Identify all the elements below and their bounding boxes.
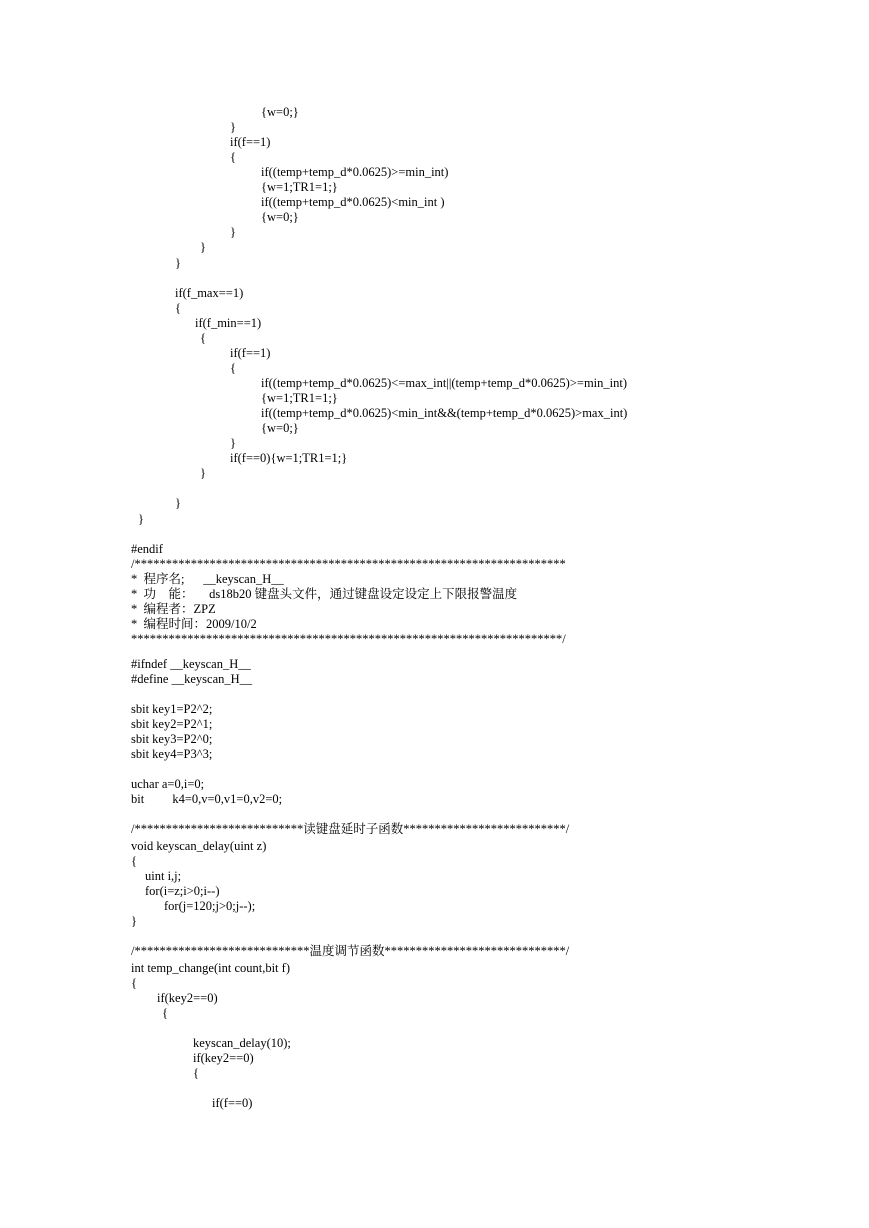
code-line: sbit key4=P3^3;: [131, 747, 213, 761]
comment-line: /*********************************************************************: [131, 557, 566, 571]
code-line: {w=1;TR1=1;}: [261, 391, 338, 405]
code-line: {w=1;TR1=1;}: [261, 180, 338, 194]
code-line: for(j=120;j>0;j--);: [164, 899, 256, 913]
comment-line: * 程序名; __keyscan_H__: [131, 572, 284, 586]
code-line: {: [131, 854, 137, 868]
code-line: for(i=z;i>0;i--): [145, 884, 220, 898]
code-line: if(key2==0): [193, 1051, 254, 1065]
code-line: if(f==0){w=1;TR1=1;}: [230, 451, 348, 465]
code-line: if(f==0): [212, 1096, 253, 1110]
code-line: #ifndef __keyscan_H__: [131, 657, 251, 671]
code-line: #define __keyscan_H__: [131, 672, 253, 686]
comment-line: * 编程者：ZPZ: [131, 602, 216, 616]
code-line: void keyscan_delay(uint z): [131, 839, 267, 853]
code-line: {: [131, 976, 137, 990]
code-line: {: [162, 1006, 168, 1020]
comment-line: * 功 能： ds18b20 键盘头文件，通过键盘设定设定上下限报警温度: [131, 587, 518, 601]
code-line: bit k4=0,v=0,v1=0,v2=0;: [131, 792, 283, 806]
code-line: uchar a=0,i=0;: [131, 777, 205, 791]
code-line: if(f_max==1): [175, 286, 244, 300]
code-line: int temp_change(int count,bit f): [131, 961, 290, 975]
code-line: }: [230, 436, 236, 450]
comment-line: /***************************读键盘延时子函数**************************/: [131, 822, 570, 836]
code-line: }: [131, 914, 137, 928]
code-line: {: [230, 361, 236, 375]
code-line: #endif: [131, 542, 163, 556]
code-line: }: [175, 496, 181, 510]
code-line: {: [230, 150, 236, 164]
code-line: if((temp+temp_d*0.0625)>=min_int): [261, 165, 449, 179]
code-line: keyscan_delay(10);: [193, 1036, 291, 1050]
code-line: if((temp+temp_d*0.0625)<min_int ): [261, 195, 445, 209]
code-line: {: [193, 1066, 199, 1080]
code-line: if(f==1): [230, 346, 271, 360]
code-line: {w=0;}: [261, 210, 299, 224]
code-line: if((temp+temp_d*0.0625)<min_int&&(temp+temp_d*0.0625)>max_int): [261, 406, 628, 420]
code-line: }: [200, 466, 206, 480]
code-line: }: [230, 120, 236, 134]
code-line: sbit key3=P2^0;: [131, 732, 213, 746]
code-line: }: [175, 256, 181, 270]
code-line: if(f==1): [230, 135, 271, 149]
code-line: uint i,j;: [145, 869, 182, 883]
code-line: }: [138, 512, 144, 526]
code-line: if(key2==0): [157, 991, 218, 1005]
code-line: sbit key1=P2^2;: [131, 702, 213, 716]
code-line: {w=0;}: [261, 421, 299, 435]
code-line: }: [230, 225, 236, 239]
code-line: {: [200, 331, 206, 345]
comment-line: * 编程时间：2009/10/2: [131, 617, 257, 631]
code-line: }: [200, 240, 206, 254]
comment-line: *********************************************************************/: [131, 632, 566, 646]
code-line: {w=0;}: [261, 105, 299, 119]
code-line: {: [175, 301, 181, 315]
code-line: sbit key2=P2^1;: [131, 717, 213, 731]
code-line: if(f_min==1): [195, 316, 262, 330]
comment-line: /****************************温度调节函数*****************************/: [131, 944, 570, 958]
code-line: if((temp+temp_d*0.0625)<=max_int||(temp+temp_d*0.0625)>=min_int): [261, 376, 627, 390]
